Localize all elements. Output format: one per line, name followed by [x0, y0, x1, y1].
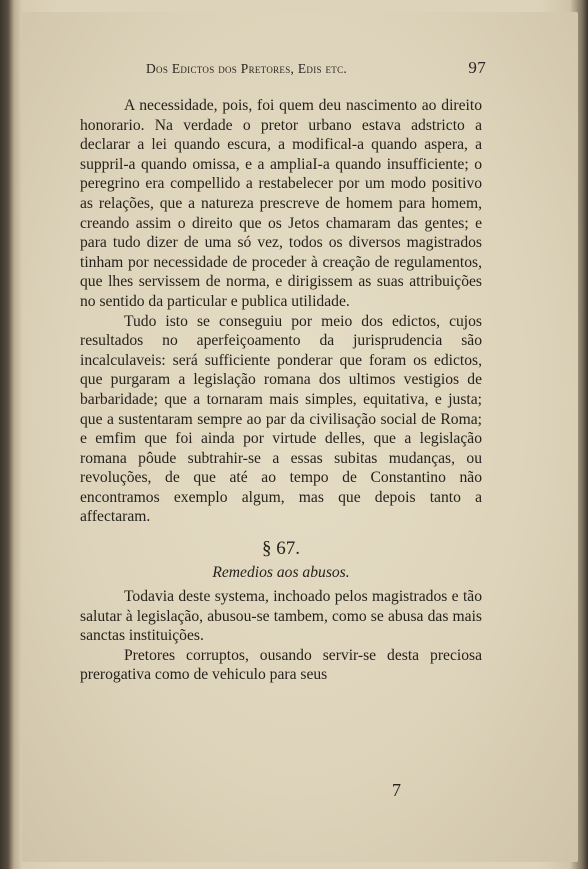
paragraph-4: Pretores corruptos, ousando servir-se desta preciosa prerogativa como de vehiculo para seus — [80, 646, 482, 684]
paragraph-1: A necessidade, pois, foi quem deu nascimento ao direito honorario. Na verdade o pretor urbano estava adstricto a declarar a lei quando escura, a modifical-a quando aspera, a suppril-a quando omissa, e a ampliaI-a quando insufficiente; o peregrino era compellido a restabelecer por um modo positivo as relações, que a natureza prescreve de homem para homem, creando assim o direito que os Jetos chamaram das gentes; e para tudo dizer de uma só vez, todos os diversos magistrados tinham por necessidade de proceder à creação de regulamentos, que lhes servissem de norma, e dirigissem as suas attribuições no sentido da particular e publica utilidade. — [80, 97, 482, 310]
running-header — [120, 58, 490, 80]
signature-mark: 7 — [392, 780, 401, 800]
section-title: Remedios aos abusos. — [212, 564, 350, 582]
paragraph-3: Todavia deste systema, inchoado pelos magistrados e tão salutar à legislação, abusou-se tambem, como se abusa das mais sanctas instituições. — [80, 588, 482, 645]
paragraph-2: Tudo isto se conseguiu por meio dos edictos, cujos resultados no aperfeiçoamento da jurisprudencia são incalculaveis: será sufficiente ponderar que foram os edictos, que purgaram a legislação romana dos ultimos vestigios de barbaridade; que a tornaram mais simples, equitativa, e justa; que a sustentaram sempre ao par da civilisação social de Roma; e emfim que foi ainda por virtude delles, que a legislação romana pôude subtrahir-se a essas subitas mudanças, ou revoluções, de que até ao tempo de Constantino não encontramos exemplo algum, mas que depois tanto a affectaram. — [80, 312, 482, 526]
section-number: § 67. — [262, 538, 300, 560]
page-number: 97 — [468, 58, 486, 77]
page-body — [80, 96, 482, 685]
running-title: Dos Edictos dos Pretores, Edis etc. — [146, 61, 348, 76]
